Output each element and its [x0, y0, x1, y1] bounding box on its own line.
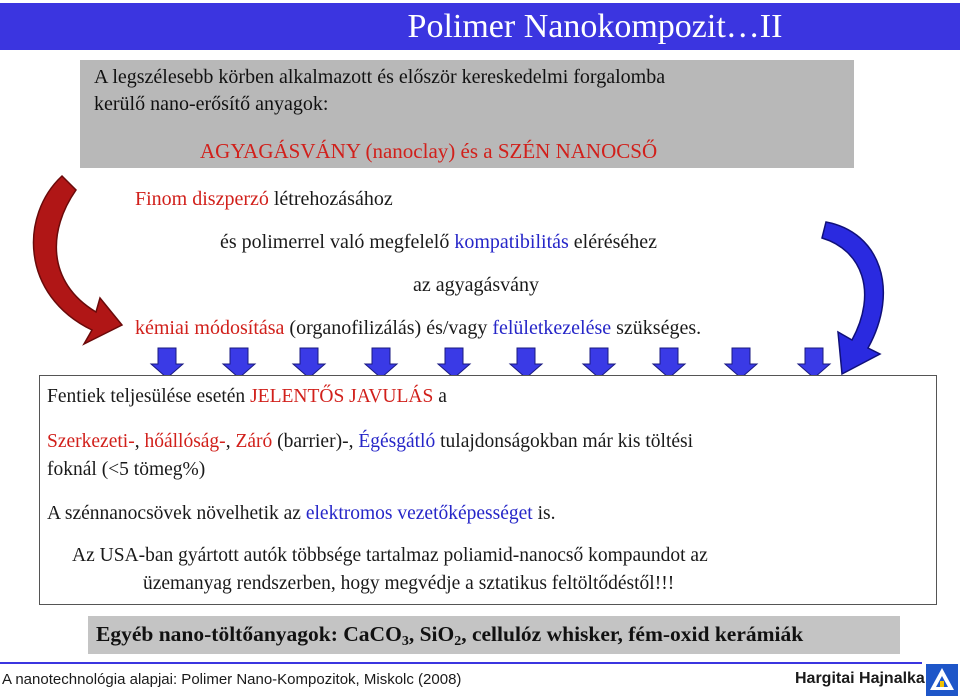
- nanotube-text: SZÉN NANOCSŐ: [497, 139, 658, 163]
- box-line-3: foknál (<5 tömeg%): [47, 459, 206, 480]
- down-arrow-icon: [365, 348, 397, 378]
- step-4-mid: (organofilizálás) és/vagy: [284, 317, 493, 339]
- intro-line-1: A legszélesebb körben alkalmazott és először kereskedelmi forgalomba: [94, 66, 666, 88]
- left-curved-arrow-icon: [34, 176, 122, 344]
- materials-line: [200, 139, 657, 164]
- box-line-4: [47, 503, 555, 525]
- box-line-1-pre: Fentiek teljesülése esetén: [47, 386, 251, 407]
- other-fillers-text: [96, 622, 803, 650]
- step-3: az agyagásvány: [413, 274, 540, 296]
- dispersion-text: Finom diszperzó: [135, 188, 269, 210]
- heat-resistance-text: hőállóság-: [144, 431, 226, 452]
- chemical-modification-text: kémiai módosítása: [135, 317, 285, 339]
- down-arrow-icon: [293, 348, 325, 378]
- separator: ,: [225, 431, 236, 452]
- box-line-2: [47, 431, 693, 453]
- university-logo-icon: [926, 664, 958, 696]
- down-arrow-icon: [725, 348, 757, 378]
- structural-text: Szerkezeti-: [47, 431, 135, 452]
- other-post: , cellulóz whisker, fém-oxid kerámiák: [461, 622, 804, 646]
- box-line-1-post: a: [433, 386, 447, 407]
- down-arrow-icon: [510, 348, 542, 378]
- separator: ,: [134, 431, 145, 452]
- nanoclay-text: (nanoclay) és a: [360, 139, 498, 163]
- step-1-rest: létrehozásához: [268, 188, 393, 210]
- down-arrow-icon: [653, 348, 685, 378]
- down-arrow-icon: [583, 348, 615, 378]
- box-line-5: Az USA-ban gyártott autók többsége tartalmaz poliamid-nanocső kompaundot az: [72, 545, 708, 566]
- box-line-1: [47, 386, 447, 408]
- step-2-pre: és polimerrel való megfelelő: [220, 231, 455, 253]
- barrier-suffix: (barrier)-,: [272, 431, 359, 452]
- down-arrow-icon: [151, 348, 183, 378]
- flame-retardant-text: Égésgátló: [358, 431, 436, 452]
- other-mid: , SiO: [408, 622, 455, 646]
- step-2-post: eléréséhez: [568, 231, 658, 253]
- down-arrow-icon: [798, 348, 830, 378]
- surface-treatment-text: felületkezelése: [492, 317, 612, 339]
- conductivity-text: elektromos vezetőképességet: [305, 503, 533, 524]
- results-box: [39, 375, 937, 605]
- page-title: Polimer Nanokompozit…II: [407, 8, 783, 45]
- box-line-2-rest: tulajdonságokban már kis töltési: [435, 431, 694, 452]
- barrier-text: Záró: [235, 431, 273, 452]
- down-arrow-icon: [223, 348, 255, 378]
- down-arrow-icon: [438, 348, 470, 378]
- step-4: [135, 317, 701, 340]
- step-4-post: szükséges.: [611, 317, 702, 339]
- down-arrows-row: [151, 348, 830, 378]
- compatibility-text: kompatibilitás: [454, 231, 569, 253]
- step-1: [135, 188, 393, 211]
- step-2: [220, 231, 657, 254]
- box-line-4-post: is.: [532, 503, 556, 524]
- footer-author: Hargitai Hajnalka: [795, 670, 925, 687]
- box-line-6: üzemanyag rendszerben, hogy megvédje a sztatikus feltöltődéstől!!!: [143, 573, 675, 594]
- intro-line-2: kerülő nano-erősítő anyagok:: [94, 93, 329, 115]
- footer-citation: A nanotechnológia alapjai: Polimer Nano-Kompozitok, Miskolc (2008): [2, 671, 462, 688]
- sio2-subscript: 2: [454, 634, 462, 649]
- box-line-4-pre: A szénnanocsövek növelhetik az: [47, 503, 306, 524]
- caco3-subscript: 3: [401, 634, 409, 649]
- footer-divider: [0, 662, 922, 664]
- other-pre: Egyéb nano-töltőanyagok: CaCO: [96, 622, 402, 646]
- clay-text: AGYAGÁSVÁNY: [200, 139, 361, 163]
- right-curved-arrow-icon: [822, 222, 883, 374]
- significant-improvement-text: JELENTŐS JAVULÁS: [250, 386, 434, 407]
